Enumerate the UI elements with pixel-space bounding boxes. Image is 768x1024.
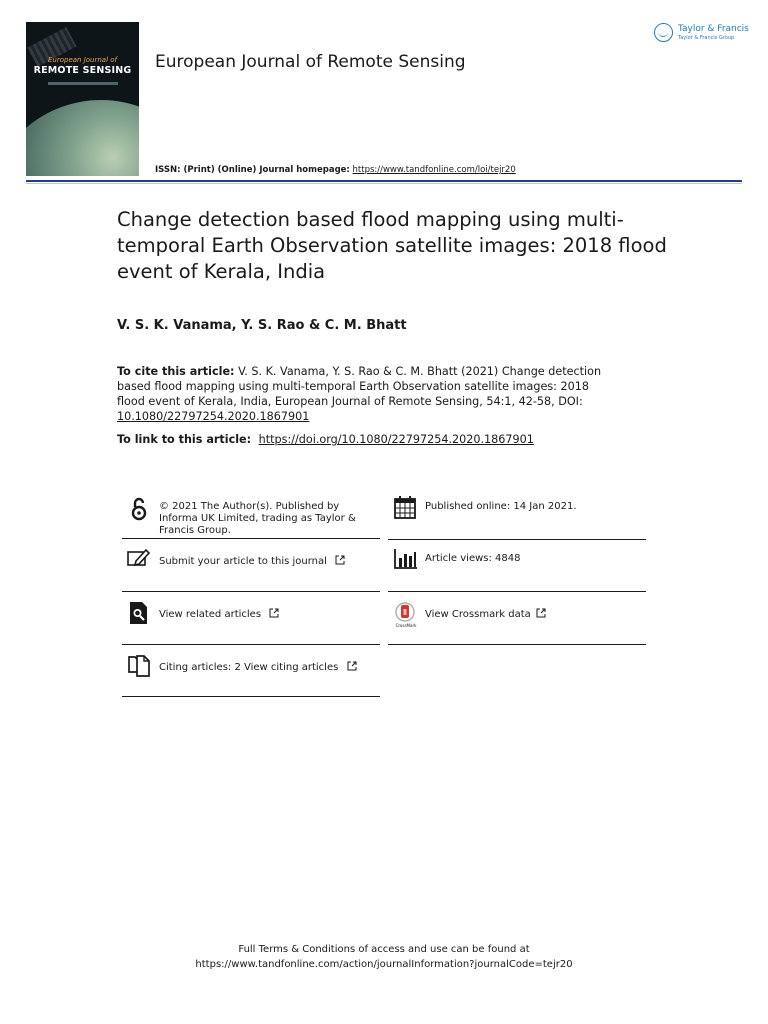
cite-text: V. S. K. Vanama, Y. S. Rao & C. M. Bhatt (2021) Change detection based flood mapping using multi-temporal Earth Observation satellite images: 2018 flood event of Kerala, India, European Journal of Remote Sensing, 54:1, 42-58, DOI: bbox=[117, 365, 602, 408]
article-link-line bbox=[117, 432, 534, 447]
cell-divider bbox=[388, 591, 646, 592]
calendar-icon bbox=[392, 494, 418, 520]
open-access-text: © 2021 The Author(s). Published by Informa UK Limited, trading as Taylor & Francis Group. bbox=[159, 501, 356, 536]
cover-earth-graphic bbox=[26, 100, 139, 176]
publisher-group: Taylor & Francis Group bbox=[678, 35, 735, 41]
related-articles-link[interactable]: View related articles bbox=[159, 609, 262, 620]
published-text: Published online: 14 Jan 2021. bbox=[425, 501, 577, 512]
cell-divider bbox=[122, 538, 380, 539]
bar-chart-icon bbox=[392, 546, 418, 572]
footer-line-1: Full Terms & Conditions of access and use can be found at bbox=[238, 944, 530, 955]
header-rule bbox=[26, 180, 742, 182]
citing-articles-link[interactable]: Citing articles: 2 View citing articles bbox=[159, 662, 339, 673]
footer bbox=[0, 942, 768, 972]
cell-divider bbox=[122, 644, 380, 645]
citing-articles-row bbox=[159, 661, 357, 674]
link-label: To link to this article: bbox=[117, 433, 252, 446]
edit-icon bbox=[126, 546, 152, 572]
issn-line bbox=[155, 165, 516, 175]
article-authors: V. S. K. Vanama, Y. S. Rao & C. M. Bhatt bbox=[117, 318, 407, 333]
cell-divider bbox=[388, 539, 646, 540]
cell-divider bbox=[388, 644, 646, 645]
external-link-icon bbox=[347, 661, 357, 671]
cite-label: To cite this article: bbox=[117, 365, 235, 378]
related-articles-row bbox=[159, 608, 279, 621]
article-title: Change detection based flood mapping using multi-temporal Earth Observation satellite images: 2018 flood event of Kerala, India bbox=[117, 208, 667, 283]
external-link-icon bbox=[536, 608, 546, 618]
crossmark-row bbox=[425, 608, 546, 621]
publisher-logo[interactable] bbox=[654, 22, 749, 46]
crossmark-icon-label: CrossMark bbox=[395, 623, 417, 628]
header-rule-secondary bbox=[26, 183, 742, 184]
publisher-logo-icon bbox=[654, 23, 673, 42]
journal-homepage-link[interactable]: https://www.tandfonline.com/loi/tejr20 bbox=[352, 165, 516, 175]
journal-title[interactable]: European Journal of Remote Sensing bbox=[155, 52, 466, 72]
cell-divider bbox=[122, 696, 380, 697]
journal-cover-image bbox=[26, 22, 139, 176]
cell-divider bbox=[122, 591, 380, 592]
search-document-icon bbox=[126, 600, 152, 626]
external-link-icon bbox=[335, 555, 345, 565]
cover-title-main: REMOTE SENSING bbox=[33, 65, 132, 76]
footer-terms-link[interactable]: https://www.tandfonline.com/action/journalInformation?journalCode=tejr20 bbox=[195, 959, 573, 970]
cover-subtitle-bar bbox=[48, 82, 118, 85]
article-views-text: Article views: 4848 bbox=[425, 553, 521, 564]
cover-title-top: European Journal of bbox=[47, 56, 118, 64]
issn-label: ISSN: (Print) (Online) Journal homepage: bbox=[155, 165, 350, 175]
publisher-name: Taylor & Francis bbox=[678, 24, 749, 34]
citation-block bbox=[117, 364, 607, 424]
external-link-icon bbox=[269, 608, 279, 618]
open-access-icon bbox=[126, 496, 152, 522]
submit-article-link[interactable]: Submit your article to this journal bbox=[159, 556, 327, 567]
cite-doi-link[interactable]: 10.1080/22797254.2020.1867901 bbox=[117, 410, 310, 423]
article-doi-link[interactable]: https://doi.org/10.1080/22797254.2020.1867901 bbox=[258, 433, 534, 446]
submit-article-row bbox=[159, 555, 345, 568]
copy-documents-icon bbox=[126, 652, 152, 678]
crossmark-link[interactable]: View Crossmark data bbox=[425, 609, 531, 620]
